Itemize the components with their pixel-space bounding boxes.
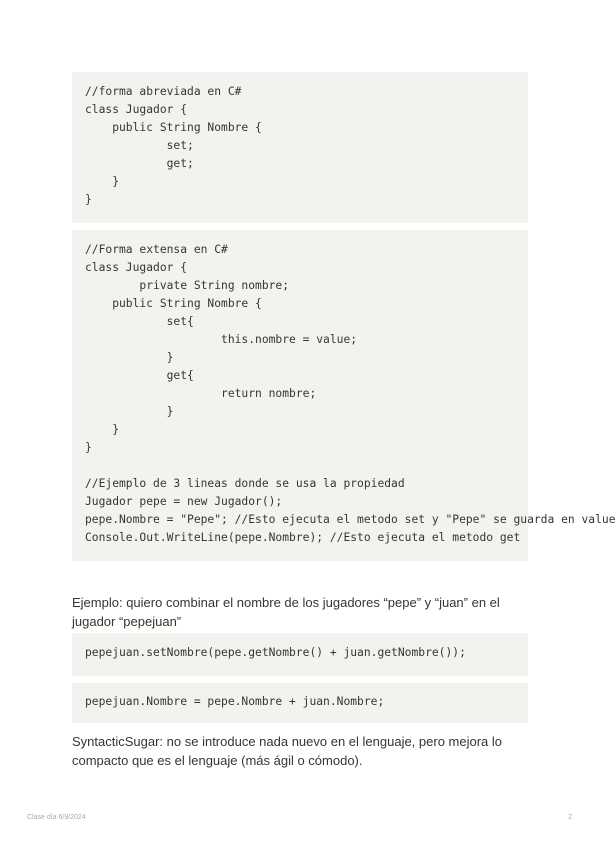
syntactic-sugar-paragraph: SyntacticSugar: no se introduce nada nuevo en el lenguaje, pero mejora lo compacto que es el lenguaje (más ágil o cómodo).	[72, 734, 503, 768]
example-paragraph: Ejemplo: quiero combinar el nombre de los jugadores “pepe” y “juan” en el jugador “pepejuan”	[72, 595, 500, 629]
code-text: pepejuan.Nombre = pepe.Nombre + juan.Nombre;	[85, 695, 385, 708]
footer-date: Clase día 6/9/2024	[27, 814, 86, 821]
code-block-short-property	[72, 72, 528, 223]
code-text: //forma abreviada en C# class Jugador { public String Nombre { set; get; } }	[85, 85, 262, 206]
code-block-property-combine	[72, 683, 528, 723]
page-number: 2	[568, 814, 572, 821]
code-block-method-combine	[72, 633, 528, 676]
code-block-long-property	[72, 230, 616, 561]
code-text: pepejuan.setNombre(pepe.getNombre() + juan.getNombre());	[85, 646, 466, 659]
code-text: //Forma extensa en C# class Jugador { private String nombre; public String Nombre { set{ this.nombre = value; } get{ return nombre; } } } //Ejemplo de 3 lineas donde se usa la propiedad Jugador pepe = new Jugador(); pepe.Nombre = "Pepe"; //Esto ejecuta el metodo set y "Pepe" se guarda en value Console.Out.WriteLine(pepe.Nombre); //Esto ejecuta el metodo get	[85, 243, 616, 544]
